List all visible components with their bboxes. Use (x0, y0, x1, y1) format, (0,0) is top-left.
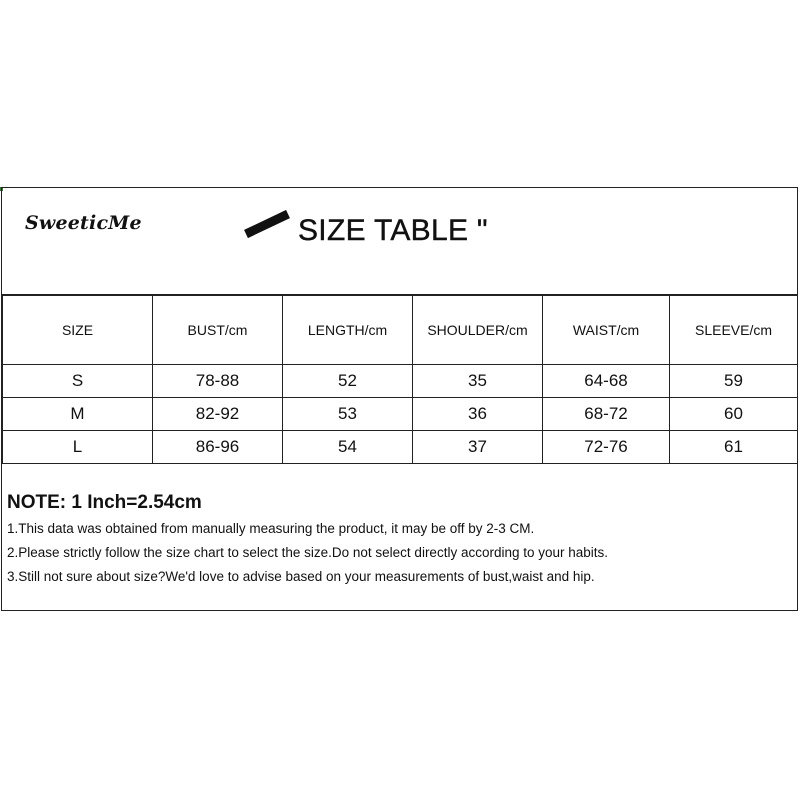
cell-waist: 72-76 (543, 431, 670, 464)
header-shoulder: SHOULDER/cm (413, 296, 543, 365)
cell-length: 54 (283, 431, 413, 464)
header-bust: BUST/cm (153, 296, 283, 365)
note-line-3: 3.Still not sure about size?We'd love to advise based on your measurements of bust,waist and hip. (7, 569, 595, 584)
slash-icon (242, 210, 292, 240)
cell-size: S (3, 365, 153, 398)
cell-sleeve: 61 (670, 431, 798, 464)
cell-sleeve: 59 (670, 365, 798, 398)
chart-header (2, 188, 797, 295)
cell-size: M (3, 398, 153, 431)
size-chart-frame (1, 187, 798, 611)
header-waist: WAIST/cm (543, 296, 670, 365)
table-row (3, 398, 798, 431)
note-line-2: 2.Please strictly follow the size chart to select the size.Do not select directly according to your habits. (7, 545, 609, 560)
page-title: SIZE TABLE " (298, 214, 488, 247)
notes-section (7, 492, 792, 593)
header-size: SIZE (3, 296, 153, 365)
cell-size: L (3, 431, 153, 464)
cell-shoulder: 35 (413, 365, 543, 398)
table-row (3, 365, 798, 398)
cell-shoulder: 36 (413, 398, 543, 431)
cell-shoulder: 37 (413, 431, 543, 464)
header-length: LENGTH/cm (283, 296, 413, 365)
cell-bust: 78-88 (153, 365, 283, 398)
cell-waist: 68-72 (543, 398, 670, 431)
size-table (2, 295, 798, 464)
table-header-row (3, 296, 798, 365)
note-title: NOTE: 1 Inch=2.54cm (7, 492, 202, 513)
header-sleeve: SLEEVE/cm (670, 296, 798, 365)
cell-bust: 86-96 (153, 431, 283, 464)
cell-length: 53 (283, 398, 413, 431)
cell-length: 52 (283, 365, 413, 398)
cell-sleeve: 60 (670, 398, 798, 431)
brand-logo: SweeticMe (25, 212, 142, 234)
note-line-1: 1.This data was obtained from manually measuring the product, it may be off by 2-3 CM. (7, 521, 535, 536)
table-row (3, 431, 798, 464)
cell-bust: 82-92 (153, 398, 283, 431)
cell-waist: 64-68 (543, 365, 670, 398)
